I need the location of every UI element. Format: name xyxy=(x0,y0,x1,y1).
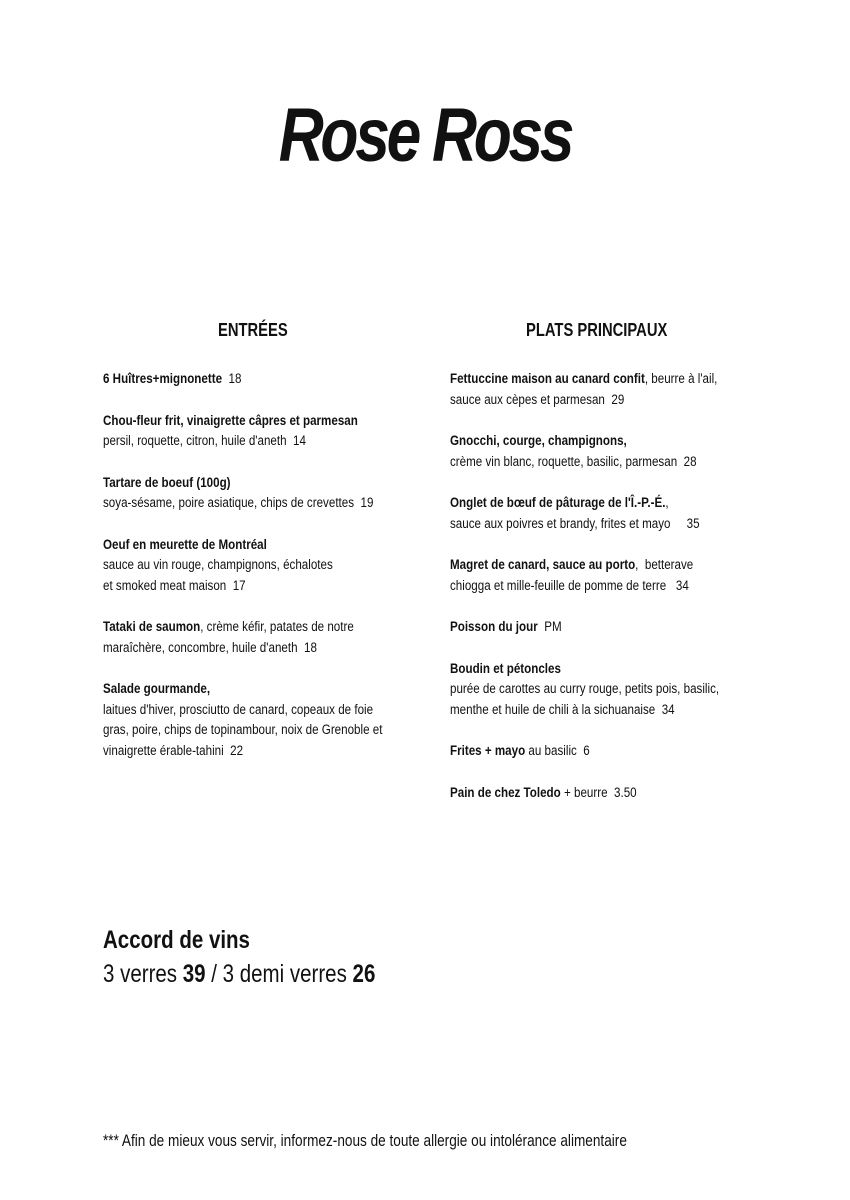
entrees-column xyxy=(103,320,403,782)
entrees-heading: ENTRÉES xyxy=(218,320,288,340)
item-desc: laitues d'hiver, prosciutto de canard, copeaux de foie gras, poire, chips de topinambour, noix de Grenoble et vinaigrette érable-tahini xyxy=(103,701,383,758)
item-name: Pain de chez Toledo xyxy=(450,784,561,800)
restaurant-title: Rose Ross xyxy=(278,93,572,178)
menu-item: Onglet de bœuf de pâturage de l'Î.-P.-É., sauce aux poivres et brandy, frites et mayo 35 xyxy=(450,495,700,531)
item-price: 19 xyxy=(360,495,374,510)
item-price: 22 xyxy=(230,742,244,758)
menu-item xyxy=(450,617,755,638)
wine-pairing xyxy=(103,924,435,992)
item-desc: purée de carottes au curry rouge, petits pois, basilic, menthe et huile de chili à la sichuanaise xyxy=(450,681,720,717)
item-price: 18 xyxy=(228,371,242,386)
menu-item: Fettuccine maison au canard confit, beurre à l'ail, sauce aux cèpes et parmesan 29 xyxy=(450,371,718,407)
menu-item: Tataki de saumon, crème kéfir, patates de notre maraîchère, concombre, huile d'aneth 18 xyxy=(103,619,354,655)
item-desc: betterave chiogga et mille-feuille de pomme de terre xyxy=(450,557,694,593)
item-name: Fettuccine maison au canard confit xyxy=(450,371,645,386)
item-name: Frites + mayo xyxy=(450,743,526,758)
item-desc: crème kéfir, patates de notre maraîchère, concombre, huile d'aneth xyxy=(103,619,354,655)
plats-heading: PLATS PRINCIPAUX xyxy=(526,320,668,340)
item-name: Tartare de boeuf (100g) xyxy=(103,474,231,490)
item-price: 14 xyxy=(293,433,306,448)
menu-item xyxy=(103,679,387,761)
menu-item: Magret de canard, sauce au porto, betterave chiogga et mille-feuille de pomme de terre 34 xyxy=(450,557,694,593)
wine-full-glasses: 3 verres xyxy=(103,960,178,988)
wine-full-price: 39 xyxy=(182,960,206,988)
item-price: PM xyxy=(544,619,562,634)
wine-pairing-prices xyxy=(103,956,375,992)
item-desc: au basilic xyxy=(528,743,577,758)
item-price: 28 xyxy=(683,453,697,469)
menu-item xyxy=(450,431,755,472)
item-price: 29 xyxy=(611,391,625,407)
item-name: Salade gourmande, xyxy=(103,681,211,696)
menu-item xyxy=(103,411,408,452)
item-price: 6 xyxy=(583,743,590,758)
item-price: 34 xyxy=(675,577,689,593)
menu-item xyxy=(103,473,408,514)
menu-item xyxy=(450,783,755,804)
item-desc: soya-sésame, poire asiatique, chips de crevettes xyxy=(103,495,355,510)
item-desc: crème vin blanc, roquette, basilic, parmesan xyxy=(450,453,678,469)
item-desc: + beurre xyxy=(563,784,608,800)
item-price: 35 xyxy=(686,515,700,531)
item-name: Chou-fleur frit, vinaigrette câpres et parmesan xyxy=(103,412,358,428)
item-desc: beurre à l'ail, sauce aux cèpes et parmesan xyxy=(450,371,718,407)
item-name: Poisson du jour xyxy=(450,619,538,634)
wine-half-glasses: / 3 demi verres xyxy=(211,960,347,988)
item-name: Tataki de saumon xyxy=(103,619,201,634)
item-name: Oeuf en meurette de Montréal xyxy=(103,536,267,552)
item-name: Boudin et pétoncles xyxy=(450,660,561,676)
item-desc: persil, roquette, citron, huile d'aneth xyxy=(103,433,287,448)
wine-pairing-title: Accord de vins xyxy=(103,926,250,954)
item-name: 6 Huîtres+mignonette xyxy=(103,371,223,386)
item-name: Magret de canard, sauce au porto xyxy=(450,557,636,572)
menu-item xyxy=(103,535,335,597)
plats-column xyxy=(450,320,760,824)
item-price: 34 xyxy=(661,701,675,717)
allergy-note: *** Afin de mieux vous servir, informez-nous de toute allergie ou intolérance alimentaire xyxy=(103,1131,627,1150)
menu-item xyxy=(450,741,755,762)
menu-item xyxy=(450,659,747,721)
wine-half-price: 26 xyxy=(352,960,376,988)
item-name: Onglet de bœuf de pâturage de l'Î.-P.-É. xyxy=(450,495,666,510)
item-desc: sauce aux poivres et brandy, frites et mayo xyxy=(450,515,671,531)
item-price: 3.50 xyxy=(614,784,637,800)
menu-item xyxy=(103,369,408,390)
item-price: 17 xyxy=(232,577,246,593)
item-price: 18 xyxy=(304,639,317,655)
item-name: Gnocchi, courge, champignons, xyxy=(450,433,627,448)
item-desc: sauce au vin rouge, champignons, échalotes et smoked meat maison xyxy=(103,557,333,593)
